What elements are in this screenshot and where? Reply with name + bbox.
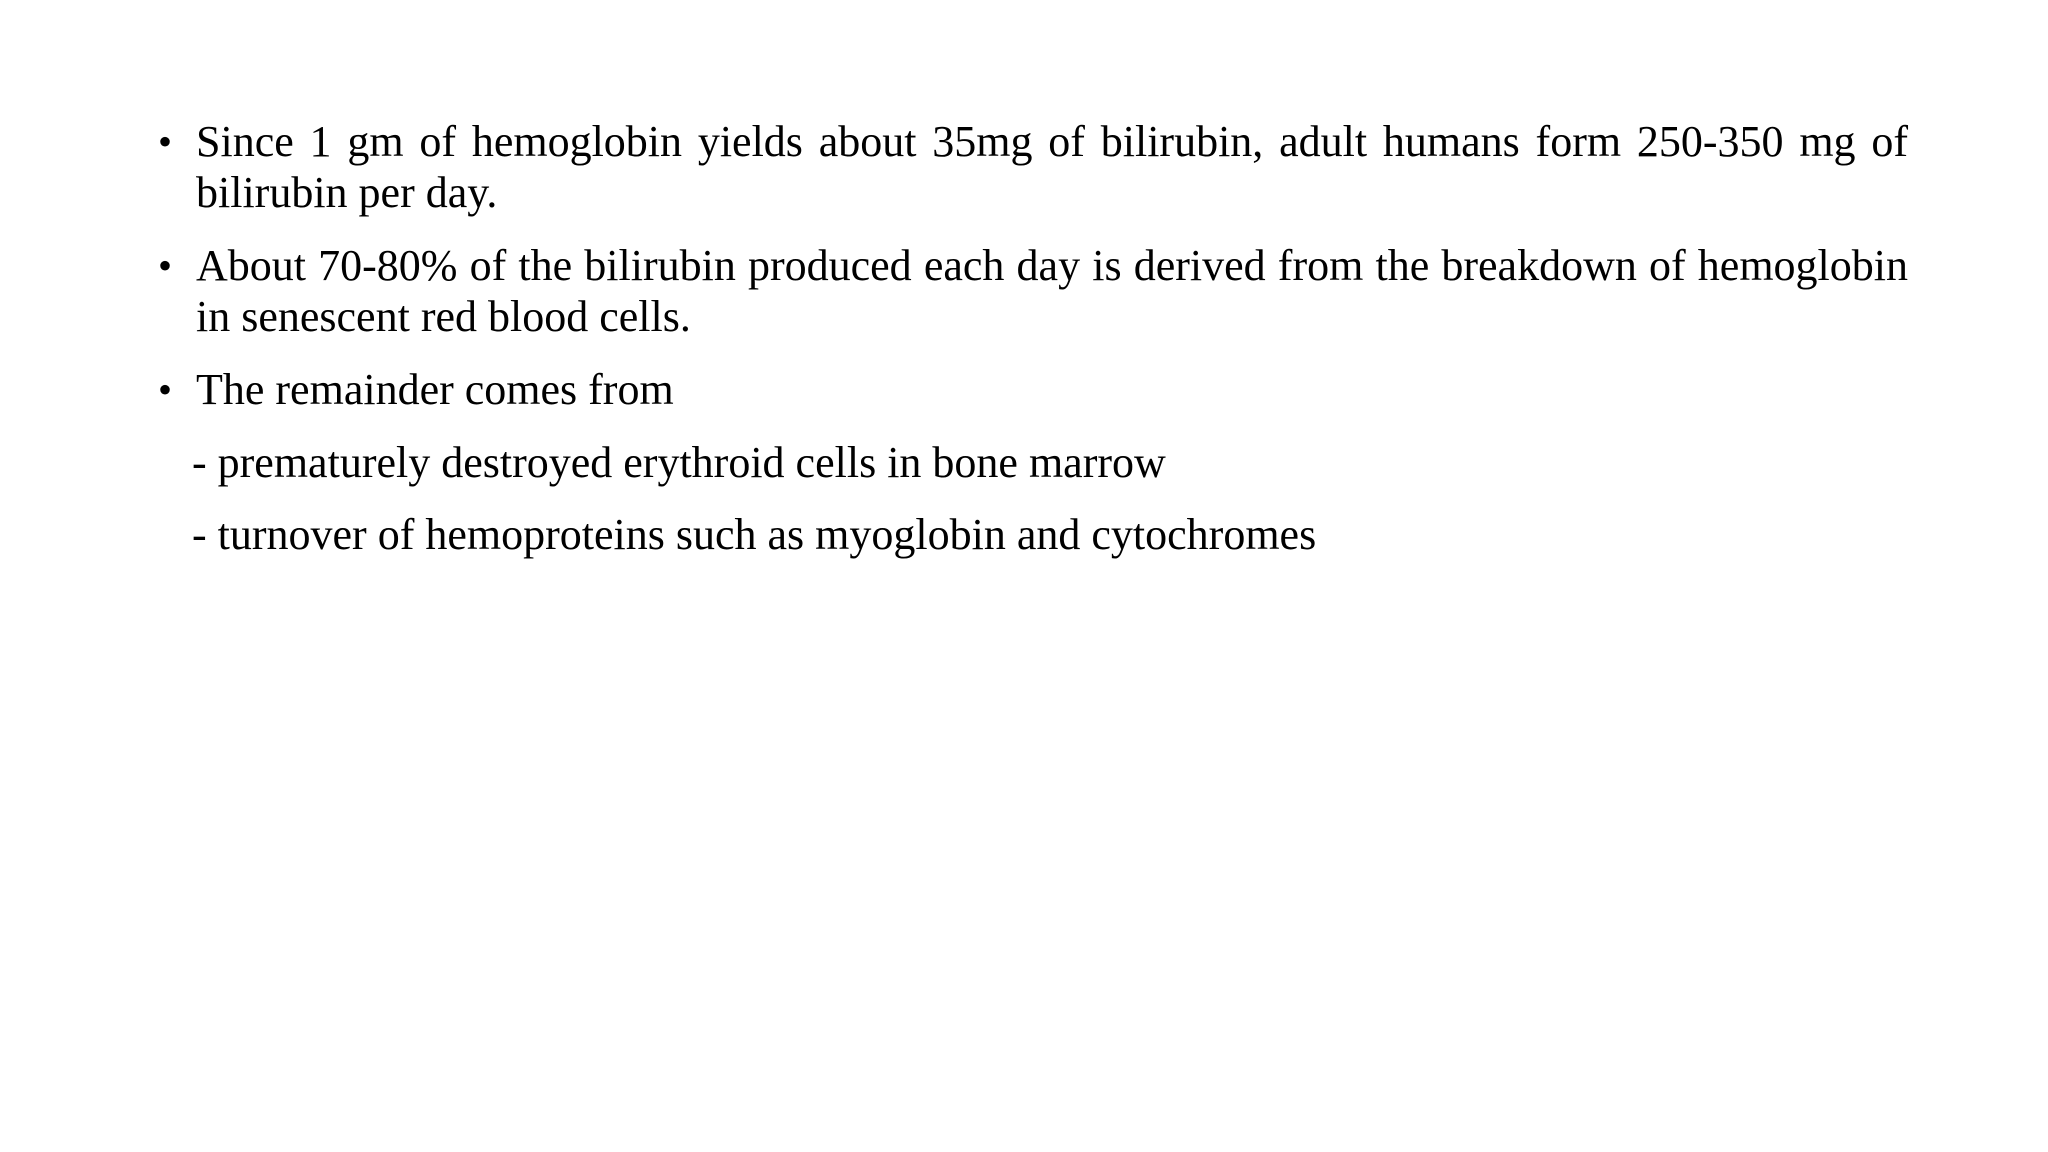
sub-item: - prematurely destroyed erythroid cells in bone marrow [192, 438, 1166, 487]
bullet-text: About 70-80% of the bilirubin produced each day is derived from the breakdown of hemoglobin in senescent red blood cells. [196, 241, 1908, 341]
slide-body [158, 116, 1908, 581]
bullet-text: The remainder comes from [196, 365, 674, 414]
bullet-marker: • [158, 367, 173, 412]
bullet-item [158, 116, 1908, 218]
bullet-text: Since 1 gm of hemoglobin yields about 35mg of bilirubin, adult humans form 250-350 mg of bilirubin per day. [196, 117, 1908, 217]
sub-item: - turnover of hemoproteins such as myoglobin and cytochromes [192, 510, 1317, 559]
bullet-marker: • [158, 243, 173, 288]
bullet-item [158, 240, 1908, 342]
bullet-marker: • [158, 119, 173, 164]
bullet-item [158, 364, 1908, 415]
